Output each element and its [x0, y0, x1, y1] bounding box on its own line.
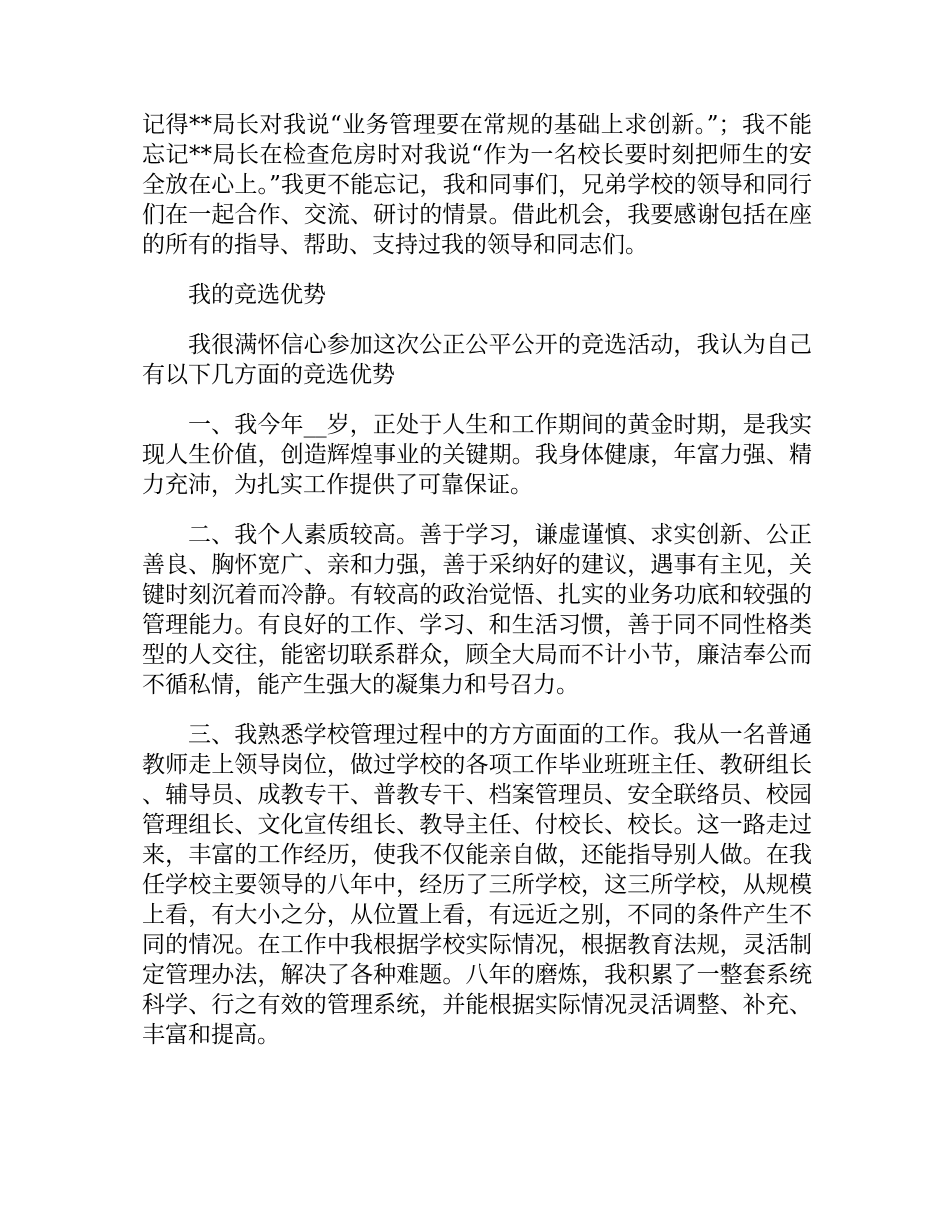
paragraph-advantage-1: 一、我今年__岁，正处于人生和工作期间的黄金时期，是我实现人生价值，创造辉煌事业的关键期。我身体健康，年富力强、精力充沛，为扎实工作提供了可靠保证。 [142, 412, 812, 498]
section-heading-advantages: 我的竞选优势 [188, 282, 326, 308]
document-page [142, 110, 812, 1070]
paragraph-advantage-2: 二、我个人素质较高。善于学习，谦虚谨慎、求实创新、公正善良、胸怀宽广、亲和力强，善于采纳好的建议，遇事有主见，关键时刻沉着而冷静。有较高的政治觉悟、扎实的业务功底和较强的管理能力。有良好的工作、学习、和生活习惯，善于同不同性格类型的人交往，能密切联系群众，顾全大局而不计小节，廉洁奉公而不循私情，能产生强大的凝集力和号召力。 [142, 522, 812, 698]
paragraph-thanks: 记得**局长对我说“业务管理要在常规的基础上求创新。”；我不能忘记**局长在检查危房时对我说“作为一名校长要时刻把师生的安全放在心上。”我更不能忘记，我和同事们，兄弟学校的领导和同行们在一起合作、交流、研讨的情景。借此机会，我要感谢包括在座的所有的指导、帮助、支持过我的领导和同志们。 [142, 112, 812, 258]
paragraph-intro-advantages: 我很满怀信心参加这次公正公平公开的竞选活动，我认为自己有以下几方面的竞选优势 [142, 332, 812, 388]
paragraph-advantage-3: 三、我熟悉学校管理过程中的方方面面的工作。我从一名普通教师走上领导岗位，做过学校的各项工作毕业班班主任、教研组长、辅导员、成教专干、普教专干、档案管理员、安全联络员、校园管理组长、文化宣传组长、教导主任、付校长、校长。这一路走过来，丰富的工作经历，使我不仅能亲自做，还能指导别人做。在我任学校主要领导的八年中，经历了三所学校，这三所学校，从规模上看，有大小之分，从位置上看，有远近之别，不同的条件产生不同的情况。在工作中我根据学校实际情况，根据教育法规，灵活制定管理办法，解决了各种难题。八年的磨炼，我积累了一整套系统科学、行之有效的管理系统，并能根据实际情况灵活调整、补充、丰富和提高。 [142, 722, 812, 1048]
